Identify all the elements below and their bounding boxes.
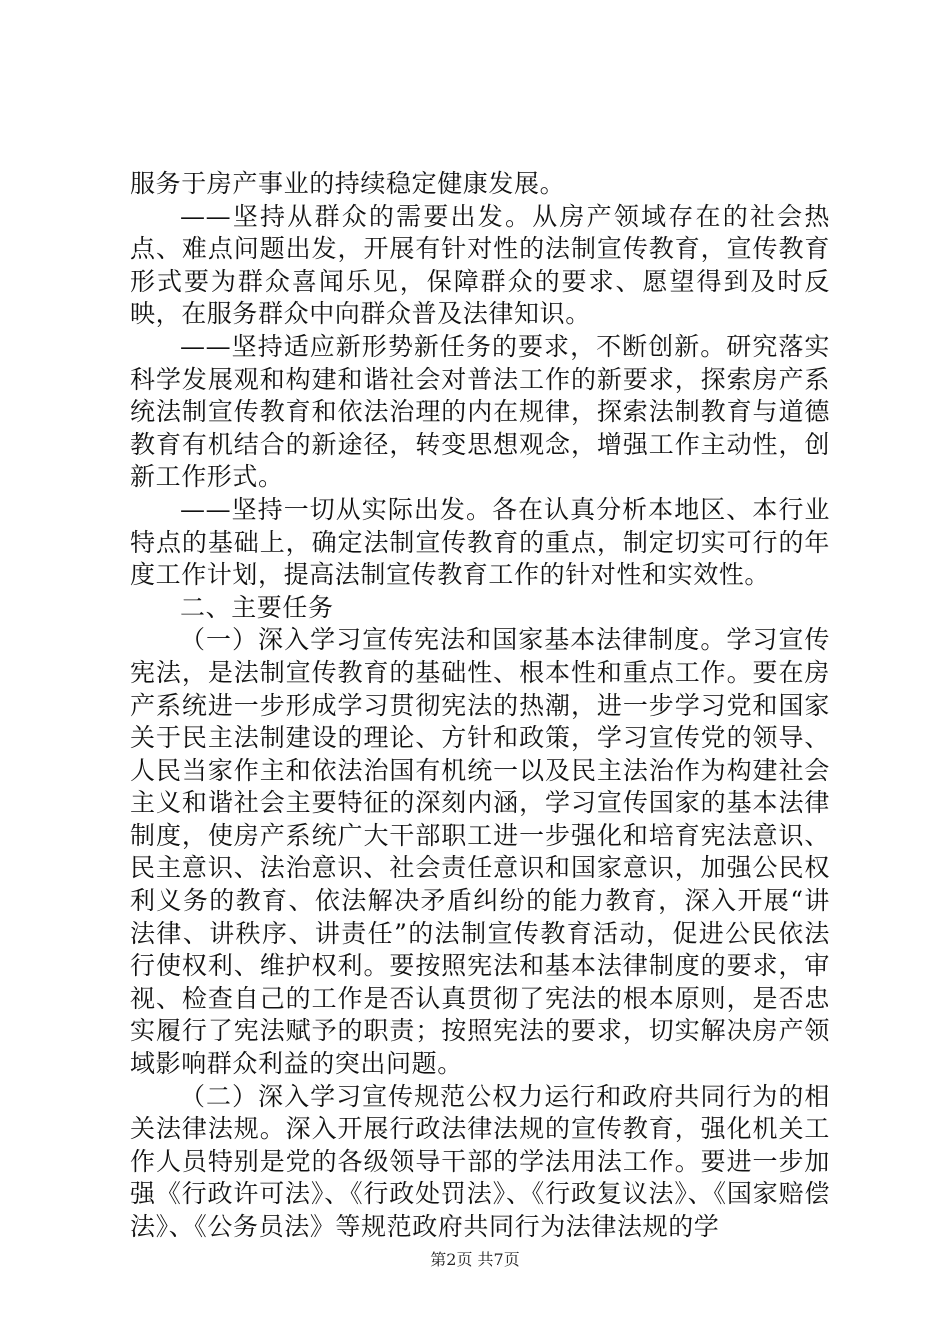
document-body: [130, 168, 830, 1244]
section-heading-main-tasks: 二、主要任务: [180, 592, 334, 622]
paragraph-task-two: （二）深入学习宣传规范公权力运行和政府共同行为的相关法律法规。深入开展行政法律法规的宣传教育，强化机关工作人员特别是党的各级领导干部的学法用法工作。要进一步加强《行政许可法》、《行政处罚法》、《行政复议法》、《国家赔偿法》、《公务员法》等规范政府共同行为法律法规的学: [130, 1081, 830, 1241]
paragraph-continuation: 服务于房产事业的持续稳定健康发展。: [130, 169, 566, 198]
paragraph-principle-reality: ——坚持一切从实际出发。各在认真分析本地区、本行业特点的基础上，确定法制宣传教育的重点，制定切实可行的年度工作计划，提高法制宣传教育工作的针对性和实效性。: [130, 494, 830, 590]
page-number-footer: 第2页 共7页: [430, 1250, 520, 1269]
paragraph-principle-innovation: ——坚持适应新形势新任务的要求，不断创新。研究落实科学发展观和构建和谐社会对普法工作的新要求，探索房产系统法制宣传教育和依法治理的内在规律，探索法制教育与道德教育有机结合的新途径，转变思想观念，增强工作主动性，创新工作形式。: [130, 331, 830, 492]
paragraph-task-one: （一）深入学习宣传宪法和国家基本法律制度。学习宣传宪法，是法制宣传教育的基础性、根本性和重点工作。要在房产系统进一步形成学习贯彻宪法的热潮，进一步学习党和国家关于民主法制建设的理论、方针和政策，学习宣传党的领导、人民当家作主和依法治国有机统一以及民主法治作为构建社会主义和谐社会主要特征的深刻内涵，学习宣传国家的基本法律制度，使房产系统广大干部职工进一步强化和培育宪法意识、民主意识、法治意识、社会责任意识和国家意识，加强公民权利义务的教育、依法解决矛盾纠纷的能力教育，深入开展“讲法律、讲秩序、讲责任”的法制宣传教育活动，促进公民依法行使权利、维护权利。要按照宪法和基本法律制度的要求，审视、检查自己的工作是否认真贯彻了宪法的根本原则，是否忠实履行了宪法赋予的职责；按照宪法的要求，切实解决房产领域影响群众利益的突出问题。: [130, 625, 830, 1079]
paragraph-principle-masses: ——坚持从群众的需要出发。从房产领域存在的社会热点、难点问题出发，开展有针对性的法制宣传教育，宣传教育形式要为群众喜闻乐见，保障群众的要求、愿望得到及时反映，在服务群众中向群众普及法律知识。: [130, 201, 830, 329]
